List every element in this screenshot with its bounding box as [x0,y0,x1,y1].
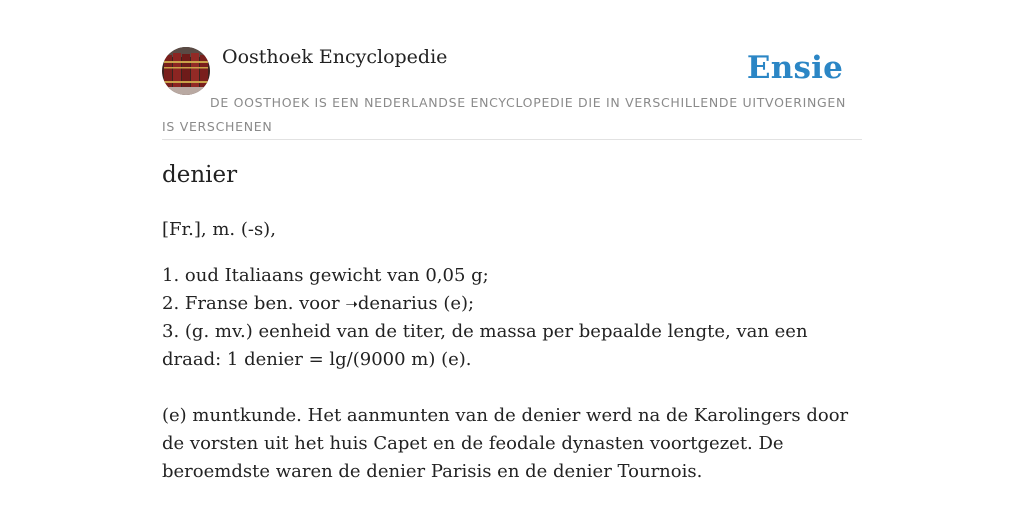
source-title[interactable]: Oosthoek Encyclopedie [222,46,448,68]
cross-reference-link[interactable]: denarius [357,293,438,314]
definition-item [162,290,862,318]
entry-note: (e) muntkunde. Het aanmunten van de denier werd na de Karolingers door de vorsten uit het huis Capet en de feodale dynasten voortgezet. De beroemdste waren de denier Parisis en de denier Tournois. [162,405,849,482]
definition-list [162,262,862,374]
source-subtitle: DE OOSTHOEK IS EEN NEDERLANDSE ENCYCLOPEDIE DIE IN VERSCHILLENDE UITVOERINGEN IS VERSCHENEN [162,95,847,134]
definition-text: 1. oud Italiaans gewicht van 0,05 g; [162,265,489,286]
ensie-logo[interactable]: Ensie [746,50,843,86]
definition-item [162,318,862,374]
entry-term: denier [162,162,238,188]
book-spines-icon[interactable] [162,47,210,95]
site-header [162,46,862,140]
definition-item [162,262,862,290]
entry-grammar: [Fr.], m. (-s), [162,219,276,240]
definition-text: 2. Franse ben. voor [162,293,346,314]
cross-reference-arrow-icon: ➝ [345,295,358,313]
definition-text: 3. (g. mv.) eenheid van de titer, de massa per bepaalde lengte, van een draad: 1 denier = lg/(9000 m) (e). [162,321,808,370]
definition-suffix: (e); [437,293,475,314]
